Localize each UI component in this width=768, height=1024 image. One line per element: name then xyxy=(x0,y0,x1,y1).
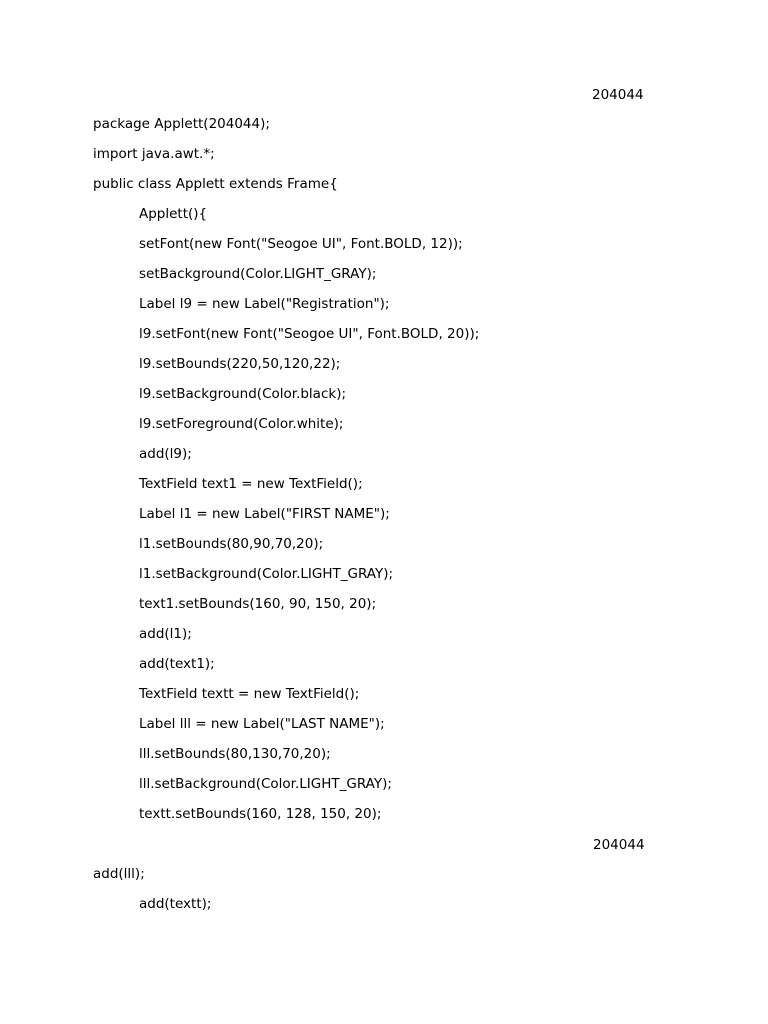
code-line: lll.setBackground(Color.LIGHT_GRAY); xyxy=(139,776,392,792)
code-line: TextField text1 = new TextField(); xyxy=(139,476,363,492)
code-line: l1.setBounds(80,90,70,20); xyxy=(139,536,324,552)
code-line: l9.setForeground(Color.white); xyxy=(139,416,344,432)
code-line: setFont(new Font("Seogoe UI", Font.BOLD, 12)); xyxy=(139,236,463,252)
code-line: Label lll = new Label("LAST NAME"); xyxy=(139,716,385,732)
code-line: public class Applett extends Frame{ xyxy=(93,176,338,192)
code-line: add(text1); xyxy=(139,656,215,672)
code-line: l9.setFont(new Font("Seogoe UI", Font.BOLD, 20)); xyxy=(139,326,480,342)
code-line: Label l1 = new Label("FIRST NAME"); xyxy=(139,506,390,522)
page-number-mid: 204044 xyxy=(593,837,645,853)
code-line: l1.setBackground(Color.LIGHT_GRAY); xyxy=(139,566,394,582)
page-number-top: 204044 xyxy=(592,87,644,103)
code-line: setBackground(Color.LIGHT_GRAY); xyxy=(139,266,377,282)
code-line: l9.setBackground(Color.black); xyxy=(139,386,347,402)
code-line: Applett(){ xyxy=(139,206,208,222)
code-line: l9.setBounds(220,50,120,22); xyxy=(139,356,341,372)
code-line: import java.awt.*; xyxy=(93,146,215,162)
code-line: textt.setBounds(160, 128, 150, 20); xyxy=(139,806,382,822)
code-line: Label l9 = new Label("Registration"); xyxy=(139,296,390,312)
code-line: add(lll); xyxy=(93,866,145,882)
code-line: add(textt); xyxy=(139,896,212,912)
code-line: add(l1); xyxy=(139,626,192,642)
code-line: package Applett(204044); xyxy=(93,116,270,132)
code-line: add(l9); xyxy=(139,446,192,462)
code-line: text1.setBounds(160, 90, 150, 20); xyxy=(139,596,377,612)
code-line: TextField textt = new TextField(); xyxy=(139,686,360,702)
code-line: lll.setBounds(80,130,70,20); xyxy=(139,746,331,762)
